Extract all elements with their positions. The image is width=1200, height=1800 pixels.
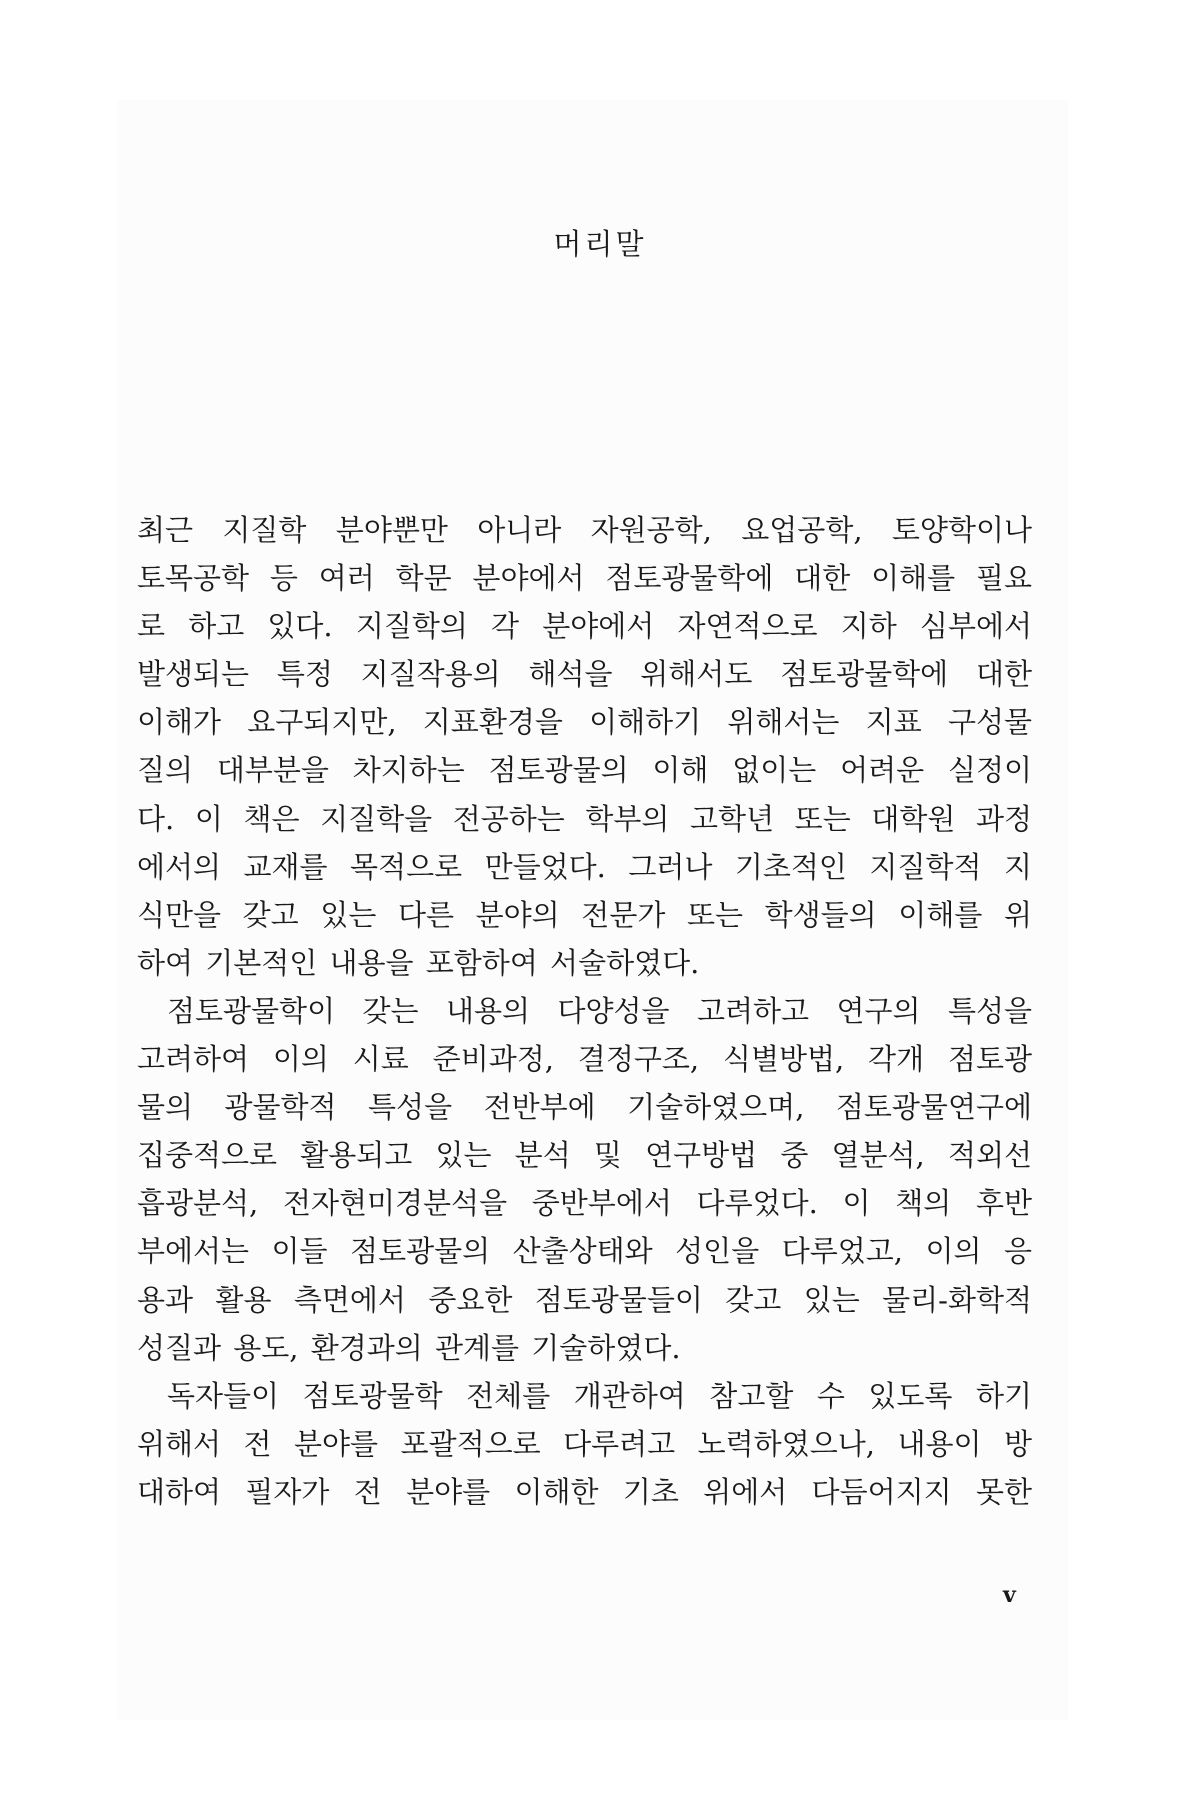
text-line: 토목공학 등 여러 학문 분야에서 점토광물학에 대한 이해를 필요 [137,561,1032,596]
preface-body [137,506,1032,1516]
text-line: 독자들이 점토광물학 전체를 개관하여 참고할 수 있도록 하기 [167,1378,1032,1413]
text-line: 에서의 교재를 목적으로 만들었다. 그러나 기초적인 지질학적 지 [137,849,1032,884]
text-line: 최근 지질학 분야뿐만 아니라 자원공학, 요업공학, 토양학이나 [137,513,1032,547]
text-line: 용과 활용 측면에서 중요한 점토광물들이 갖고 있는 물리-화학적 [137,1282,1032,1317]
text-line: 발생되는 특정 지질작용의 해석을 위해서도 점토광물학에 대한 [137,657,1032,692]
text-line: 식만을 갖고 있는 다른 분야의 전문가 또는 학생들의 이해를 위 [137,897,1032,932]
text-line: 물의 광물학적 특성을 전반부에 기술하였으며, 점토광물연구에 [137,1090,1032,1125]
text-line: 고려하여 이의 시료 준비과정, 결정구조, 식별방법, 각개 점토광 [137,1042,1032,1077]
text-line: 위해서 전 분야를 포괄적으로 다루려고 노력하였으나, 내용이 방 [137,1426,1032,1461]
page-number: v [1003,1582,1016,1608]
page-title: 머리말 [553,227,647,261]
text-line: 점토광물학이 갖는 내용의 다양성을 고려하고 연구의 특성을 [167,993,1032,1028]
text-line: 흡광분석, 전자현미경분석을 중반부에서 다루었다. 이 책의 후반 [137,1186,1032,1221]
text-line: 집중적으로 활용되고 있는 분석 및 연구방법 중 열분석, 적외선 [137,1138,1032,1173]
text-line: 성질과 용도, 환경과의 관계를 기술하였다. [137,1330,681,1365]
text-line: 부에서는 이들 점토광물의 산출상태와 성인을 다루었고, 이의 응 [137,1234,1032,1269]
text-line: 질의 대부분을 차지하는 점토광물의 이해 없이는 어려운 실정이 [137,753,1032,788]
text-line: 대하여 필자가 전 분야를 이해한 기초 위에서 다듬어지지 못한 [137,1474,1032,1509]
text-line: 하여 기본적인 내용을 포함하여 서술하였다. [137,945,700,980]
text-line: 로 하고 있다. 지질학의 각 분야에서 자연적으로 지하 심부에서 [137,609,1032,644]
text-line: 다. 이 책은 지질학을 전공하는 학부의 고학년 또는 대학원 과정 [137,801,1032,836]
text-line: 이해가 요구되지만, 지표환경을 이해하기 위해서는 지표 구성물 [137,705,1032,740]
